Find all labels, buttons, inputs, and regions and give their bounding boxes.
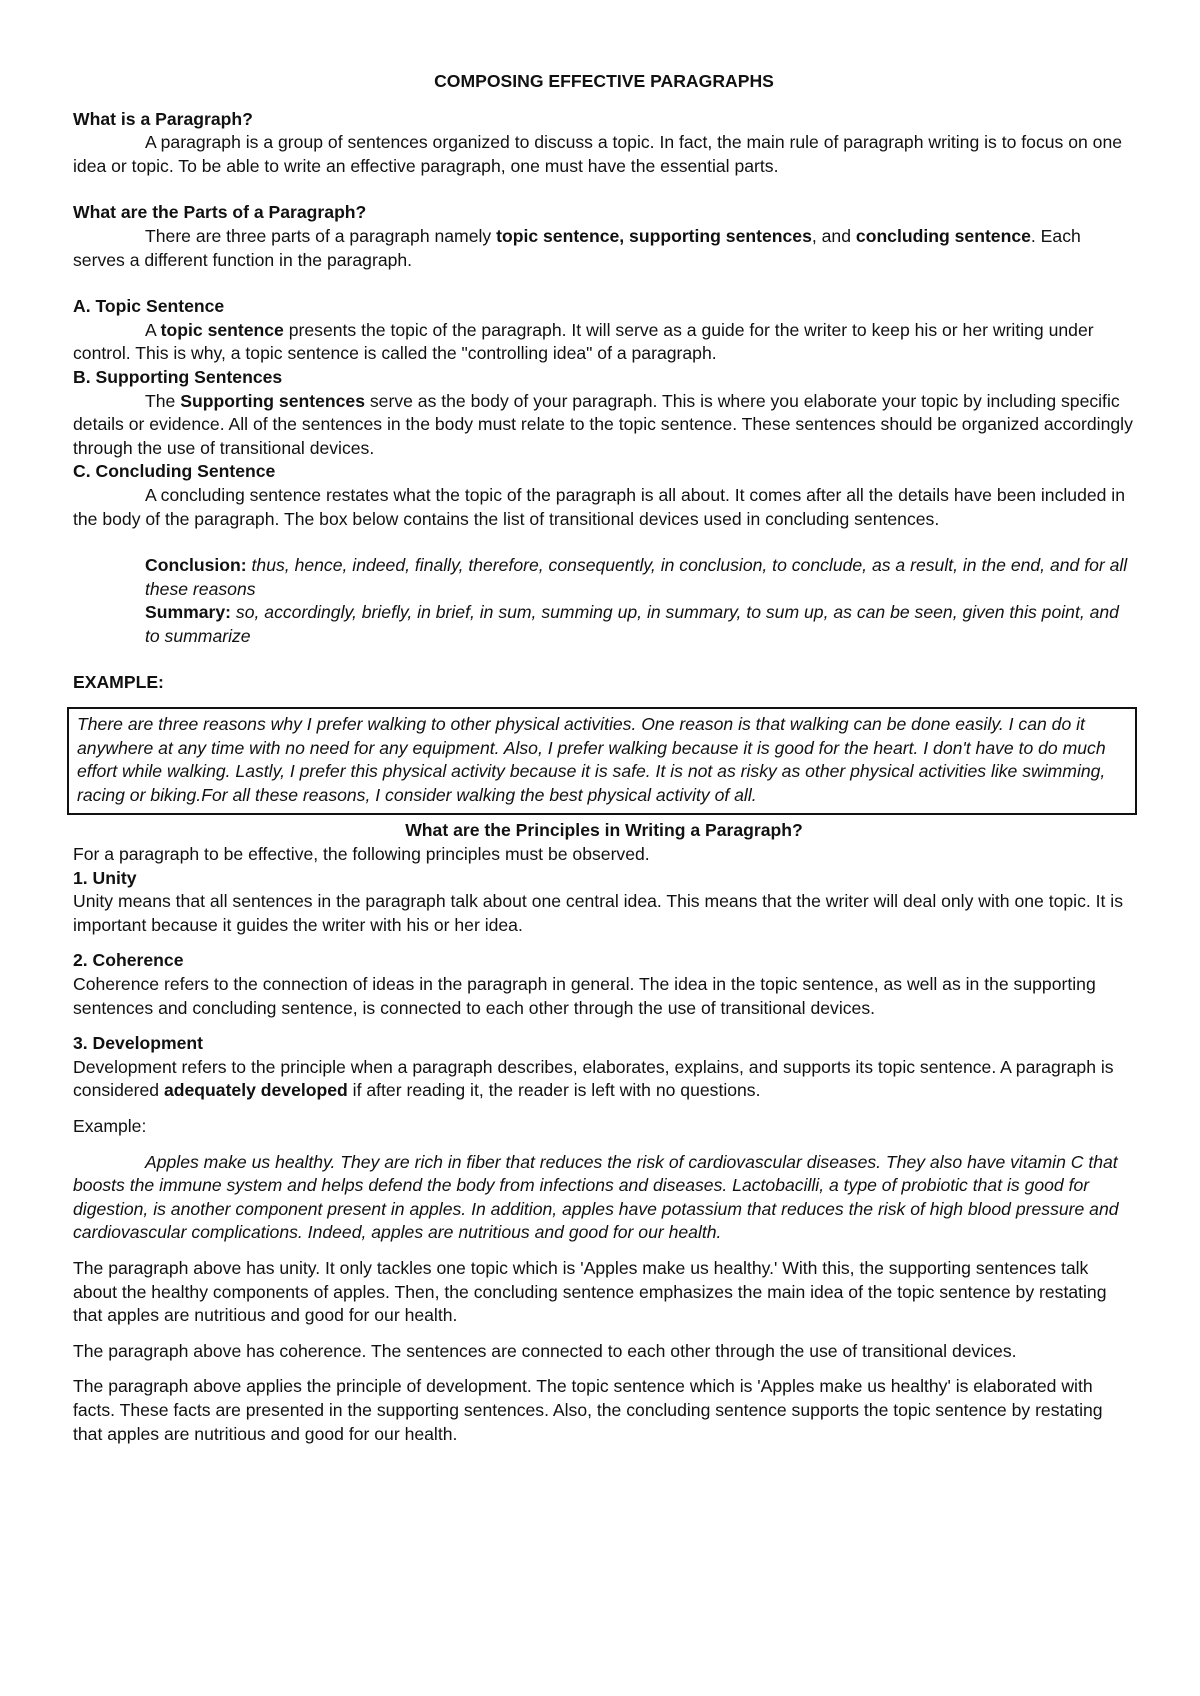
development-text-2: if after reading it, the reader is left with no questions. [347,1080,761,1101]
page-title: COMPOSING EFFECTIVE PARAGRAPHS [434,71,774,91]
analysis-unity: The paragraph above has unity. It only tackles one topic which is 'Apples make us healthy.' With this, the supporting sentences talk about the healthy components of apples. Then, the concluding sentence emphasizes the main idea of the topic sentence by restating that apples are nutritious and good for our health. [73,1257,1107,1326]
parts-text-1: There are three parts of a paragraph namely [145,225,497,246]
summary-devices [145,601,1135,648]
paragraph-development [73,1056,1135,1103]
development-text-1: Development refers to the principle when a paragraph describes, elaborates, explains, and supports its topic sentence. A paragraph is considered [73,1056,1114,1101]
paragraph-supporting-sentences [73,390,1135,461]
parts-text-2: , and [811,225,856,246]
paragraph-topic-sentence [73,319,1135,366]
heading-parts: What are the Parts of a Paragraph? [73,202,367,223]
heading-unity: 1. Unity [73,867,137,888]
example-label: EXAMPLE: [73,672,164,693]
heading-what-is-paragraph: What is a Paragraph? [73,108,253,129]
supporting-text-1: The [145,390,181,411]
heading-coherence: 2. Coherence [73,950,184,971]
supporting-bold: Supporting sentences [180,390,365,411]
heading-topic-sentence: A. Topic Sentence [73,296,225,317]
heading-principles: What are the Principles in Writing a Paragraph? [405,820,803,841]
parts-text-3: . Each serves a different function in the paragraph. [73,225,1081,270]
example-2-label: Example: [73,1115,147,1136]
topic-text-2: presents the topic of the paragraph. It will serve as a guide for the writer to keep his or her writing under control. This is why, a topic sentence is called the "controlling idea" of a paragraph. [73,319,1094,364]
topic-text-1: A [145,319,161,340]
conclusion-list: thus, hence, indeed, finally, therefore, consequently, in conclusion, to conclude, as a result, in the end, and for all these reasons [145,555,1128,599]
principles-intro: For a paragraph to be effective, the following principles must be observed. [73,844,650,865]
example-box [67,707,1137,815]
paragraph-definition: A paragraph is a group of sentences organized to discuss a topic. In fact, the main rule of paragraph writing is to focus on one idea or topic. To be able to write an effective paragraph, one must have the essential parts. [73,132,1123,176]
development-bold: adequately developed [163,1080,348,1101]
summary-label: Summary: [145,602,232,623]
supporting-text-2: serve as the body of your paragraph. This is where you elaborate your topic by including specific details or evidence. All of the sentences in the body must relate to the topic sentence. These sentences should be organized accordingly through the use of transitional devices. [73,390,1133,458]
heading-concluding-sentence: C. Concluding Sentence [73,461,276,482]
conclusion-devices [145,554,1135,601]
paragraph-parts [73,225,1135,272]
summary-list: so, accordingly, briefly, in brief, in sum, summing up, in summary, to sum up, as can be seen, given this point, and to summarize [145,602,1119,646]
paragraph-unity: Unity means that all sentences in the paragraph talk about one central idea. This means that the writer will deal only with one topic. It is important because it guides the writer with his or her idea. [73,891,1124,935]
parts-bold-1: topic sentence, supporting sentences [496,225,812,246]
analysis-coherence: The paragraph above has coherence. The sentences are connected to each other through the use of transitional devices. [73,1340,1017,1361]
apples-example-paragraph: Apples make us healthy. They are rich in fiber that reduces the risk of cardiovascular diseases. They also have vitamin C that boosts the immune system and helps defend the body from infections and diseases. Lactobacilli, a type of probiotic that is good for digestion, is another component present in apples. In addition, apples have potassium that reduces the risk of high blood pressure and cardiovascular complications. Indeed, apples are nutritious and good for our health. [73,1151,1119,1243]
paragraph-coherence: Coherence refers to the connection of ideas in the paragraph in general. The idea in the topic sentence, as well as in the supporting sentences and concluding sentence, is connected to each other through the use of transitional devices. [73,974,1096,1018]
paragraph-concluding-sentence: A concluding sentence restates what the topic of the paragraph is all about. It comes after all the details have been included in the body of the paragraph. The box below contains the list of transitional devices used in concluding sentences. [73,484,1126,529]
conclusion-label: Conclusion: [145,555,247,576]
topic-bold: topic sentence [160,319,284,340]
parts-bold-2: concluding sentence [855,225,1031,246]
example-paragraph: There are three reasons why I prefer walking to other physical activities. One reason is that walking can be done easily. I can do it anywhere at any time with no need for any equipment. Also, I prefer walking because it is good for the heart. I don't have to do much effort while walking. Lastly, I prefer this physical activity because it is safe. It is not as risky as other physical activities like swimming, racing or biking.For all these reasons, I consider walking the best physical activity of all. [77,714,1106,805]
document-page [73,70,1135,1446]
heading-development: 3. Development [73,1033,204,1054]
analysis-development: The paragraph above applies the principle of development. The topic sentence which is 'Apples make us healthy' is elaborated with facts. These facts are presented in the supporting sentences. Also, the concluding sentence supports the topic sentence by restating that apples are nutritious and good for our health. [73,1376,1103,1444]
heading-supporting-sentences: B. Supporting Sentences [73,366,283,387]
